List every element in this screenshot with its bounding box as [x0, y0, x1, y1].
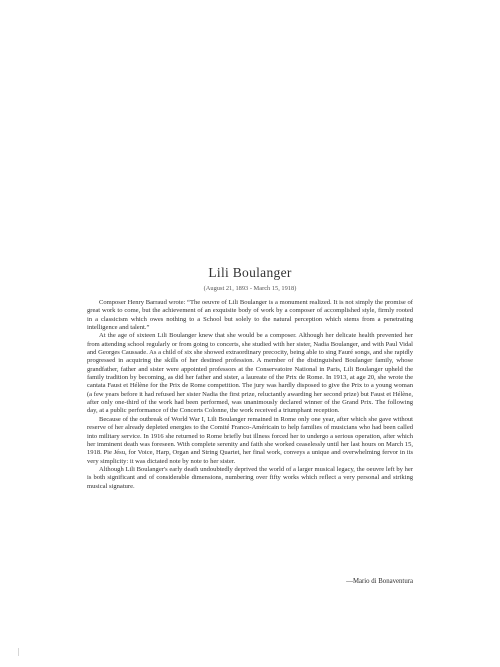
author-signature: —Mario di Bonaventura: [346, 578, 413, 585]
paragraph: Although Lili Boulanger's early death undoubtedly deprived the world of a larger musical legacy, the oeuvre left by her is both significant and of considerable dimensions, numbering over fifty works which reflect a very personal and striking musical signature.: [87, 465, 413, 490]
body-text: [87, 299, 413, 491]
page-title: Lili Boulanger: [208, 265, 292, 280]
paragraph: Because of the outbreak of World War I, Lili Boulanger remained in Rome only one year, after which she gave without reserve of her already depleted energies to the Comité Franco-Américain to help families of musicians who had been called into military service. In 1916 she returned to Rome briefly but illness forced her to undergo a serious operation, after which her imminent death was foreseen. With complete serenity and faith she worked ceaselessly until her last hours on March 15, 1918. Pie Jésu, for Voice, Harp, Organ and String Quartet, her final work, conveys a unique and overwhelming fervor in its very simplicity: it was dictated note by note to her sister.: [87, 415, 413, 465]
life-dates: (August 21, 1893 - March 15, 1918): [203, 285, 297, 292]
paragraph: Composer Henry Barraud wrote: “The oeuvre of Lili Boulanger is a monument realized. It is not simply the promise of great work to come, but the achievement of an exquisite body of work by a composer of accomplished style, firmly rooted in a classicism which owes nothing to a School but solely to the natural perception which stems from a penetrating intelligence and talent.”: [87, 299, 413, 332]
margin-mark: [18, 648, 19, 656]
paragraph: At the age of sixteen Lili Boulanger knew that she would be a composer. Although her delicate health prevented her from attending school regularly or from going to concerts, she studied with her sister, Nadia Boulanger, and with Paul Vidal and Georges Caussade. As a child of six she showed extraordinary precocity, being able to sing Fauré songs, and she rapidly progressed in acquiring the skills of her destined profession. A member of the distinguished Boulanger family, whose grandfather, father and sister were appointed professors at the Conservatoire National in Paris, Lili Boulanger upheld the family tradition by becoming, as did her father and sister, a laureate of the Prix de Rome. In 1913, at age 20, she wrote the cantata Faust et Hélène for the Prix de Rome competition. The jury was hardly disposed to give the Prix to a young woman (a few years before it had refused her sister Nadia the first prize, reluctantly awarding her second prize) but Faust et Hélène, after only one-third of the work had been performed, was unanimously declared winner of the Grand Prix. The following day, at a public performance of the Concerts Colonne, the work received a triumphant reception.: [87, 332, 413, 415]
